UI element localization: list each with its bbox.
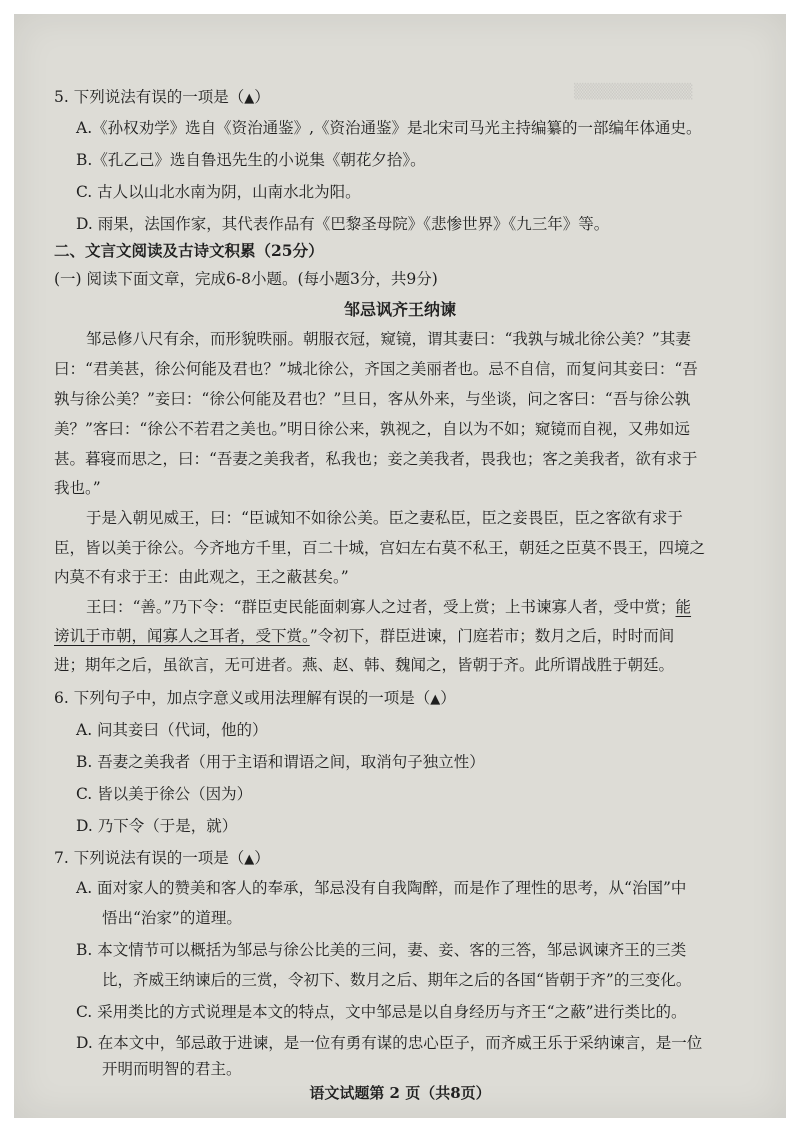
article-line: 进；期年之后，虽欲言，无可进者。燕、赵、韩、魏闻之，皆朝于齐。此所谓战胜于朝廷。 — [54, 656, 675, 674]
q7-option-a: A. 面对家人的赞美和客人的奉承，邹忌没有自我陶醉，而是作了理性的思考，从“治国”中 — [76, 879, 687, 897]
answer-marker-icon: ▲ — [244, 852, 255, 867]
q6-option-a: A. 问其妾曰（代词，他的） — [76, 721, 268, 739]
article-line: 谤讥于市朝，闻寡人之耳者，受下赏。”令初下，群臣进谏，门庭若市；数月之后，时时而间 — [54, 627, 675, 645]
article-line: 孰与徐公美？”妾曰：“徐公何能及君也？”旦日，客从外来，与坐谈，问之客曰：“吾与徐公孰 — [54, 390, 691, 408]
q5-option-b: B.《孔乙己》选自鲁迅先生的小说集《朝花夕拾》。 — [76, 151, 426, 169]
q7-option-d-cont: 开明而明智的君主。 — [102, 1060, 242, 1078]
answer-marker-icon: ▲ — [244, 91, 255, 106]
article-line: 美？”客曰：“徐公不若君之美也。”明日徐公来，孰视之，自以为不如；窥镜而自视，又弗如远 — [54, 420, 691, 438]
bleed-through-text: ▒▒▒▒▒▒▒▒▒▒▒ — [574, 84, 693, 100]
exam-page — [14, 14, 786, 1118]
underlined-phrase: 能 — [675, 598, 692, 616]
answer-marker-icon: ▲ — [430, 692, 441, 707]
article-line: 内莫不有求于王：由此观之，王之蔽甚矣。” — [54, 568, 349, 586]
q5-option-c: C. 古人以山北水南为阴，山南水北为阳。 — [76, 183, 361, 201]
q7-stem: 7. 下列说法有误的一项是（▲） — [54, 849, 270, 867]
q7-option-b: B. 本文情节可以概括为邹忌与徐公比美的三问，妻、妾、客的三答，邹忌讽谏齐王的三类 — [76, 941, 687, 959]
q5-stem: 5. 下列说法有误的一项是（▲） — [54, 88, 270, 106]
q5-option-a: A.《孙权劝学》选自《资治通鉴》,《资治通鉴》是北宋司马光主持编纂的一部编年体通史。 — [76, 119, 702, 137]
q7-option-d: D. 在本文中，邹忌敢于进谏，是一位有勇有谋的忠心臣子，而齐威王乐于采纳谏言，是一位 — [76, 1034, 703, 1052]
q7-option-b-cont: 比，齐威王纳谏后的三赏，令初下、数月之后、期年之后的各国“皆朝于齐”的三变化。 — [102, 971, 692, 989]
q7-option-a-cont: 悟出“治家”的道理。 — [102, 909, 242, 927]
article-line: 邹忌修八尺有余，而形貌昳丽。朝服衣冠，窥镜，谓其妻曰：“我孰与城北徐公美？”其妻 — [86, 330, 691, 348]
section-subheading: (一) 阅读下面文章，完成6-8小题。(每小题3分，共9分) — [54, 270, 438, 288]
underlined-phrase: 谤讥于市朝，闻寡人之耳者，受下赏。 — [54, 627, 310, 645]
q6-option-b: B. 吾妻之美我者（用于主语和谓语之间，取消句子独立性） — [76, 753, 485, 771]
article-line: 甚。暮寝而思之，曰：“吾妻之美我者，私我也；妾之美我者，畏我也；客之美我者，欲有求于 — [54, 450, 698, 468]
article-line: 曰：“君美甚，徐公何能及君也？”城北徐公，齐国之美丽者也。忌不自信，而复问其妾曰：“吾 — [54, 360, 698, 378]
q7-option-c: C. 采用类比的方式说理是本文的特点，文中邹忌是以自身经历与齐王“之蔽”进行类比的。 — [76, 1003, 687, 1021]
q6-option-c: C. 皆以美于徐公（因为） — [76, 785, 253, 803]
q6-stem: 6. 下列句子中，加点字意义或用法理解有误的一项是（▲） — [54, 689, 456, 707]
section-heading: 二、文言文阅读及古诗文积累（25分） — [54, 241, 324, 260]
article-line: 于是入朝见威王，曰：“臣诚知不如徐公美。臣之妻私臣，臣之妾畏臣，臣之客欲有求于 — [86, 509, 683, 527]
article-line: 王曰：“善。”乃下令：“群臣吏民能面刺寡人之过者，受上赏；上书谏寡人者，受中赏；能 — [86, 598, 692, 616]
article-title: 邹忌讽齐王纳谏 — [343, 300, 456, 319]
q5-option-d: D. 雨果，法国作家，其代表作品有《巴黎圣母院》《悲惨世界》《九三年》等。 — [76, 215, 610, 233]
q6-option-d: D. 乃下令（于是，就） — [76, 817, 238, 835]
article-line: 臣，皆以美于徐公。今齐地方千里，百二十城，宫妇左右莫不私王，朝廷之臣莫不畏王，四境之 — [54, 539, 706, 557]
article-line: 我也。” — [54, 479, 101, 497]
page-footer: 语文试题第 2 页（共8页） — [309, 1084, 491, 1102]
